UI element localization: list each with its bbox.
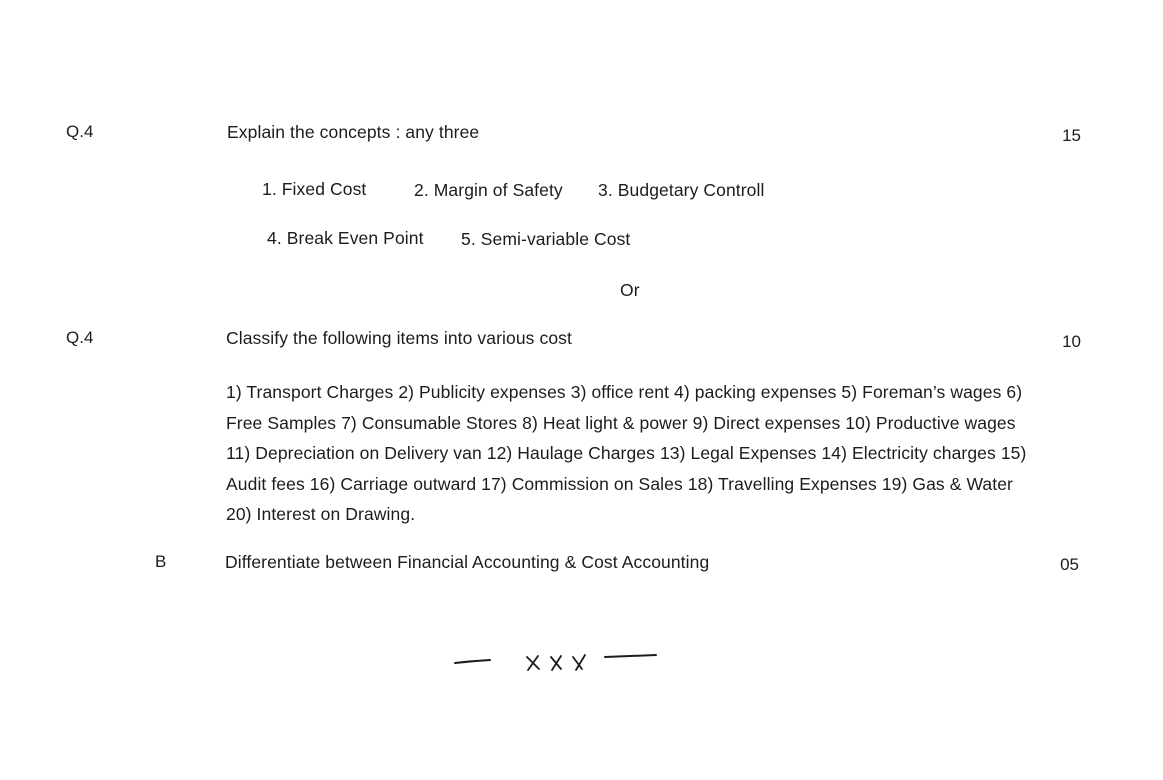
question-number: Q.4 [66, 328, 94, 347]
concept-item: 4. Break Even Point [267, 228, 424, 248]
question-title: Classify the following items into various cost [226, 328, 572, 348]
question-marks: 15 [1062, 126, 1081, 145]
handwritten-end-mark [450, 640, 670, 684]
end-of-paper-mark [450, 640, 670, 684]
question-number: Q.4 [66, 122, 94, 141]
cost-items-paragraph: 1) Transport Charges 2) Publicity expenses 3) office rent 4) packing expenses 5) Foreman’s wages 6) Free Samples 7) Consumable Stores 8) Heat light & power 9) Direct expenses 10) Productive wages 11) Depreciation on Delivery van 12) Haulage Charges 13) Legal Expenses 14) Electricity charges 15) Audit fees 16) Carriage outward 17) Commission on Sales 18) Travelling Expenses 19) Gas & Water 20) Interest on Drawing. [226, 382, 1027, 524]
concept-item: 3. Budgetary Controll [598, 180, 765, 200]
concept-item: 2. Margin of Safety [414, 180, 563, 200]
question-title: Differentiate between Financial Accounting & Cost Accounting [225, 552, 710, 572]
concept-item: 5. Semi-variable Cost [461, 229, 631, 249]
or-separator: Or [620, 280, 640, 300]
question-title: Explain the concepts : any three [227, 122, 480, 142]
question-marks: 05 [1060, 555, 1079, 574]
part-label: B [155, 552, 167, 571]
concept-item: 1. Fixed Cost [262, 179, 367, 199]
question-marks: 10 [1062, 332, 1081, 351]
